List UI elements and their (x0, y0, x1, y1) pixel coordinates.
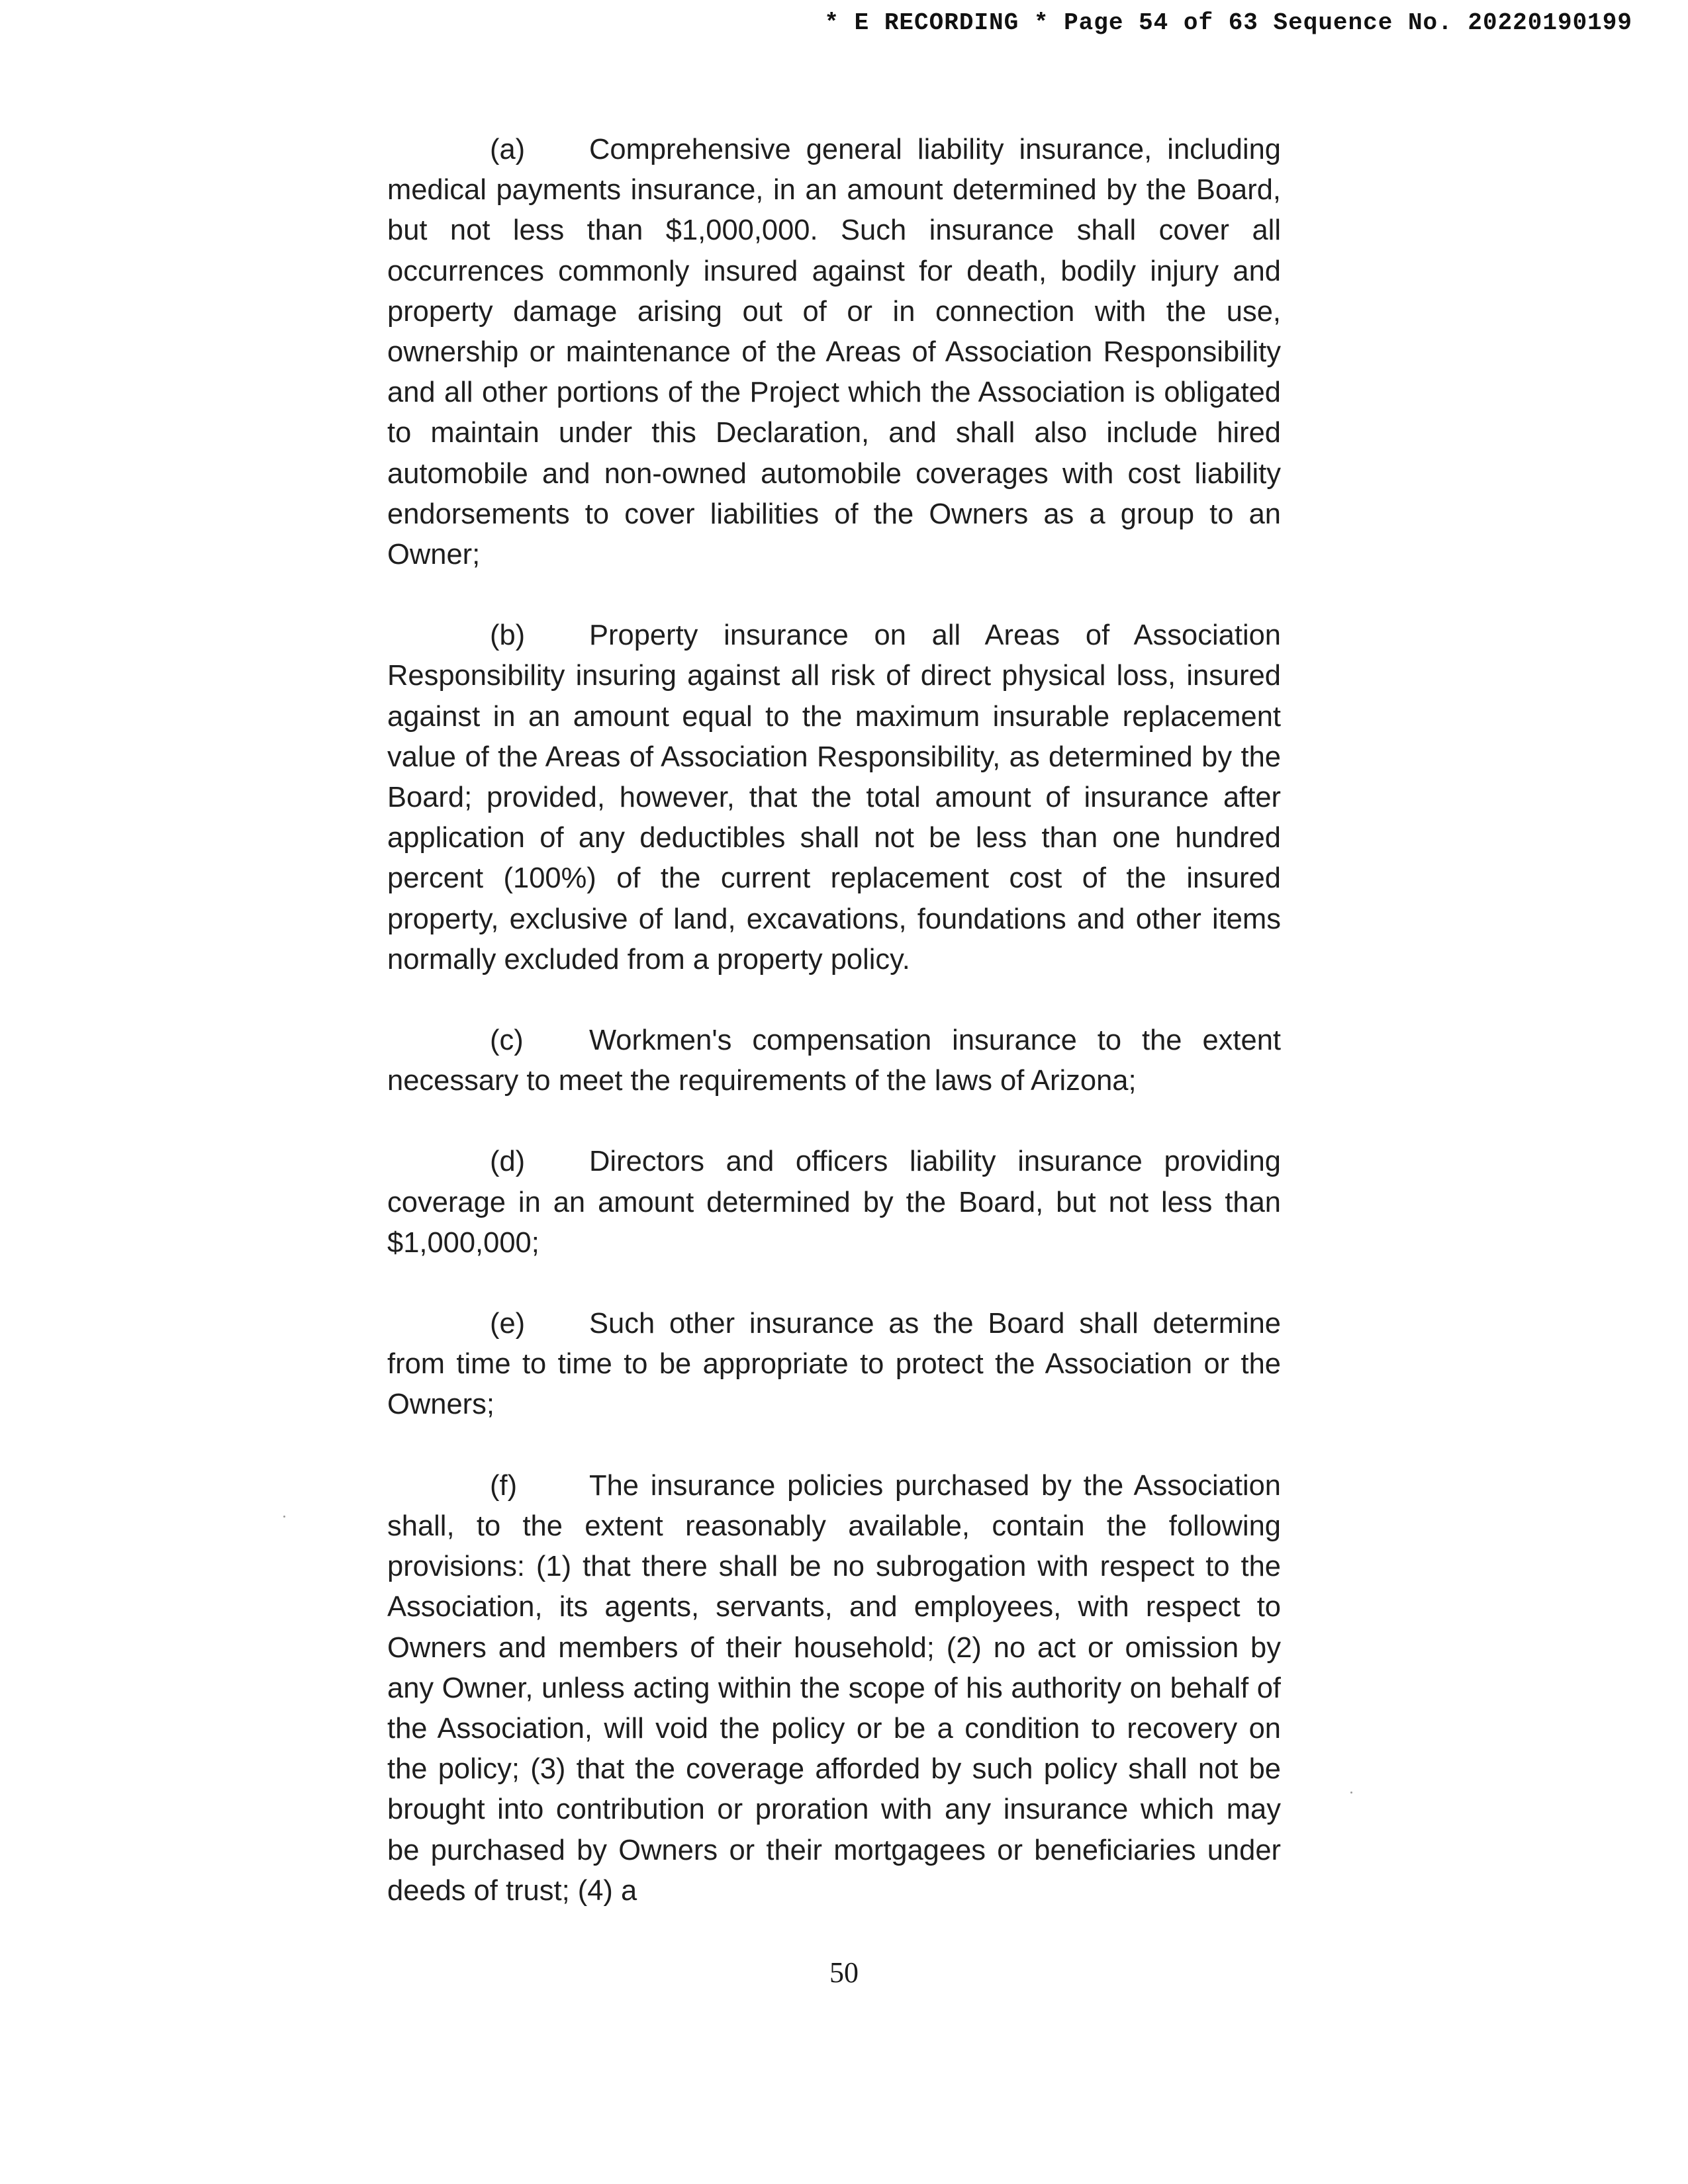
document-body (387, 130, 1281, 1952)
paragraph-e (387, 1304, 1281, 1426)
scan-speck (1350, 1792, 1352, 1794)
paragraph-text: Workmen's compensation insurance to the extent necessary to meet the requirements of the laws of Arizona; (387, 1024, 1281, 1097)
paragraph-text: Such other insurance as the Board shall determine from time to time to be appropriate to protect the Association or the Owners; (387, 1308, 1281, 1421)
paragraph-label: (c) (490, 1024, 524, 1057)
scan-speck (283, 1516, 285, 1518)
paragraph-text: Directors and officers liability insurance providing coverage in an amount determined by the Board, but not less than $1,000,000; (387, 1146, 1281, 1259)
paragraph-text: Comprehensive general liability insurance, including medical payments insurance, in an amount determined by the Board, but not less than $1,000,000. Such insurance shall cover all occurrences commonly insured against for death, bodily injury and property damage arising out of or in connection with the use, ownership or maintenance of the Areas of Association Responsibility and all other portions of the Project which the Association is obligated to maintain under this Declaration, and shall also include hired automobile and non-owned automobile coverages with cost liability endorsements to cover liabilities of the Owners as a group to an Owner; (387, 134, 1281, 571)
page-number: 50 (829, 1956, 859, 1989)
paragraph-text: Property insurance on all Areas of Association Responsibility insuring against all risk of direct physical loss, insured against in an amount equal to the maximum insurable replacement value of the Areas of Association Responsibility, as determined by the Board; provided, however, that the total amount of insurance after application of any deductibles shall not be less than one hundred percent (100%) of the current replacement cost of the insured property, exclusive of land, excavations, foundations and other items normally excluded from a property policy. (387, 619, 1281, 976)
paragraph-label: (d) (490, 1146, 526, 1178)
paragraph-label: (a) (490, 134, 526, 165)
paragraph-label: (f) (490, 1469, 518, 1502)
paragraph-text: The insurance policies purchased by the Association shall, to the extent reasonably available, contain the following provisions: (1) that there shall be no subrogation with respect to the Association, its agents, servants, and employees, with respect to Owners and members of their household; (2) no act or omission by any Owner, unless acting within the scope of his authority on behalf of the Association, will void the policy or be a condition to recovery on the policy; (3) that the coverage afforded by such policy shall not be brought into contribution or proration with any insurance which may be purchased by Owners or their mortgagees or beneficiaries under deeds of trust; (4) a (387, 1469, 1281, 1907)
paragraph-c (387, 1021, 1281, 1101)
paragraph-d (387, 1142, 1281, 1263)
paragraph-b (387, 615, 1281, 980)
recording-header: * E RECORDING * Page 54 of 63 Sequence No. 20220190199 (824, 9, 1632, 36)
paragraph-label: (e) (490, 1308, 526, 1340)
paragraph-a (387, 130, 1281, 575)
paragraph-f (387, 1466, 1281, 1911)
paragraph-label: (b) (490, 619, 526, 652)
